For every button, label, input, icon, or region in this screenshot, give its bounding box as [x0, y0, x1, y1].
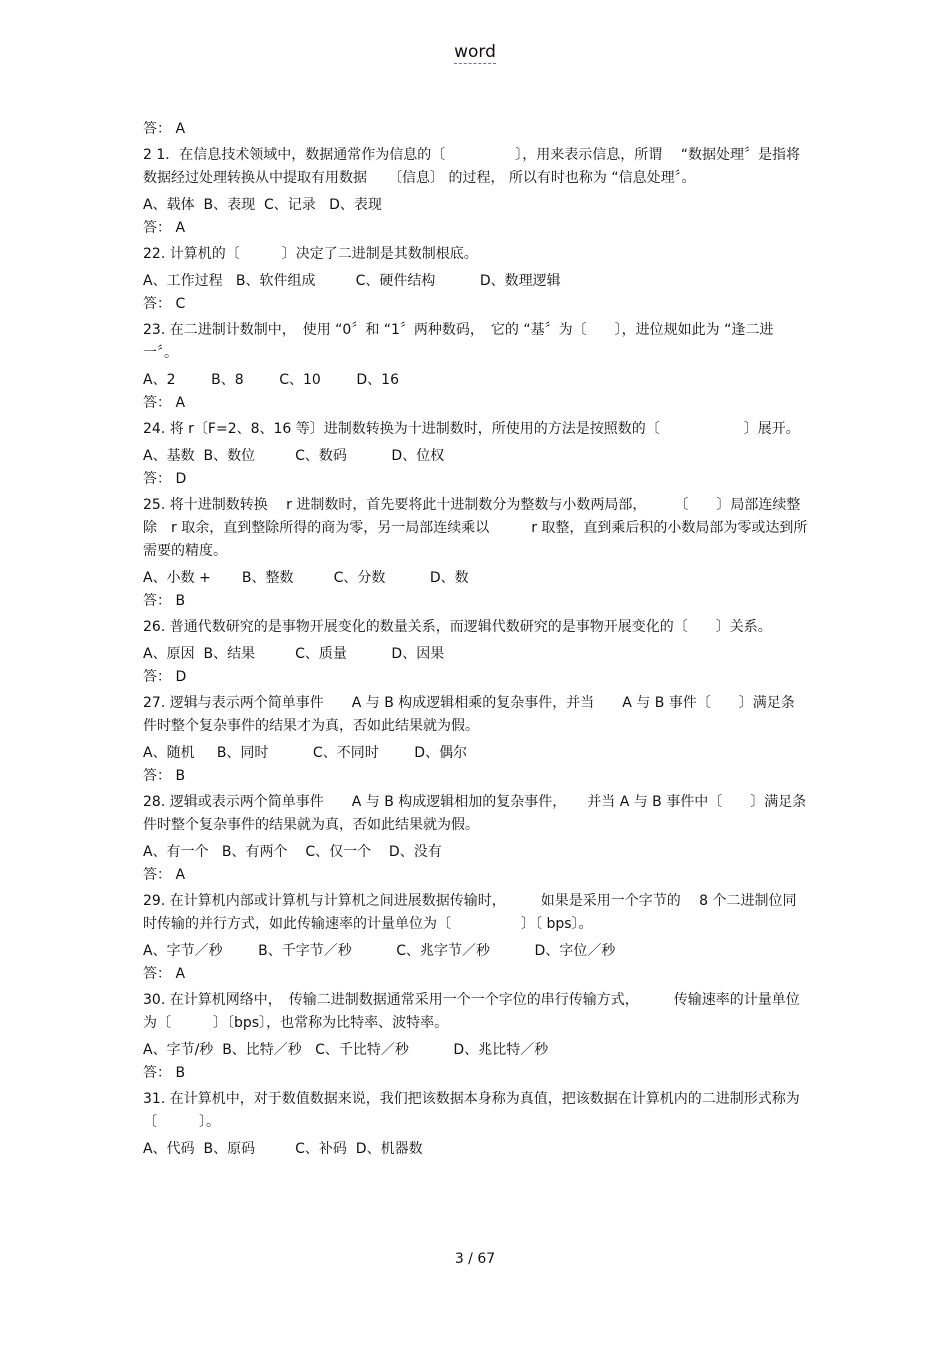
options-22: A、工作过程 B、软件组成 C、硬件结构 D、数理逻辑 — [143, 273, 561, 289]
options-25: A、小数 + B、整数 C、分数 D、数 — [143, 570, 469, 586]
options-30: A、字节/秒 B、比特／秒 C、千比特／秒 D、兆比特／秒 — [143, 1042, 549, 1058]
options-26: A、原因 B、结果 C、质量 D、因果 — [143, 646, 445, 662]
options-28: A、有一个 B、有两个 C、仅一个 D、没有 — [143, 844, 442, 860]
options-24: A、基数 B、数位 C、数码 D、位权 — [143, 448, 445, 464]
answer-25: 答： B — [143, 593, 186, 609]
question-22: 22. 计算机的〔 〕决定了二进制是其数制根底。 — [143, 246, 478, 262]
question-31: 31. 在计算机中，对于数值数据来说，我们把该数据本身称为真值，把该数据在计算机内的二进制形式称为〔 〕。 — [143, 1091, 800, 1130]
question-25: 25. 将十进制数转换 r 进制数时，首先要将此十进制数分为整数与小数两局部， 〔 〕局部连续整除 r 取余，直到整除所得的商为零，另一局部连续乘以 r 取整，直到乘后积的小数局部为零或达到所需要的精度。 — [143, 497, 808, 559]
question-21: 2 1．在信息技术领域中，数据通常作为信息的〔 〕，用来表示信息，所谓 “数据处理〞是指将数据经过处理转换从中提取有用数据 〔信息〕 的过程， 所以有时也称为 “信息处理〞。 — [143, 147, 800, 186]
header-title: word — [454, 42, 496, 62]
page-header — [0, 42, 950, 62]
options-21: A、载体 B、表现 C、记录 D、表现 — [143, 197, 382, 213]
answer-26: 答： D — [143, 669, 187, 685]
question-26: 26. 普通代数研究的是事物开展变化的数量关系，而逻辑代数研究的是事物开展变化的〔 〕关系。 — [143, 619, 772, 635]
answer-24: 答： D — [143, 471, 187, 487]
answer-27: 答： B — [143, 768, 186, 784]
question-27: 27. 逻辑与表示两个简单事件 A 与 B 构成逻辑相乘的复杂事件，并当 A 与 B 事件〔 〕满足条件时整个复杂事件的结果才为真，否如此结果就为假。 — [143, 695, 795, 734]
answer-21: 答： A — [143, 220, 186, 236]
question-30: 30. 在计算机网络中， 传输二进制数据通常采用一个一个字位的串行传输方式， 传输速率的计量单位为〔 〕〔bps〕，也常称为比特率、波特率。 — [143, 992, 800, 1031]
answer-line: 答： A — [143, 121, 186, 137]
answer-29: 答： A — [143, 966, 186, 982]
question-24: 24. 将 r〔F=2、8、16 等〕进制数转换为十进制数时，所使用的方法是按照数的〔 〕展开。 — [143, 421, 800, 437]
page-number: 3 / 67 — [454, 1251, 496, 1267]
question-28: 28. 逻辑或表示两个简单事件 A 与 B 构成逻辑相加的复杂事件， 并当 A 与 B 事件中〔 〕满足条件时整个复杂事件的结果就为真，否如此结果就为假。 — [143, 794, 807, 833]
page-footer — [0, 1251, 950, 1267]
options-27: A、随机 B、同时 C、不同时 D、偶尔 — [143, 745, 468, 761]
question-23: 23. 在二进制计数制中， 使用 “0〞和 “1〞两种数码， 它的 “基〞为〔 〕，进位规如此为 “逢二进一〞。 — [143, 322, 774, 361]
options-29: A、字节／秒 B、千字节／秒 C、兆字节／秒 D、字位／秒 — [143, 943, 616, 959]
answer-28: 答： A — [143, 867, 186, 883]
answer-23: 答： A — [143, 395, 186, 411]
question-29: 29. 在计算机内部或计算机与计算机之间进展数据传输时， 如果是采用一个字节的 8 个二进制位同时传输的并行方式，如此传输速率的计量单位为〔 〕〔 bps〕。 — [143, 893, 797, 932]
answer-22: 答： C — [143, 296, 186, 312]
answer-30: 答： B — [143, 1065, 186, 1081]
options-31: A、代码 B、原码 C、补码 D、机器数 — [143, 1141, 423, 1157]
document-body — [143, 118, 808, 1161]
options-23: A、2 B、8 C、10 D、16 — [143, 372, 399, 388]
